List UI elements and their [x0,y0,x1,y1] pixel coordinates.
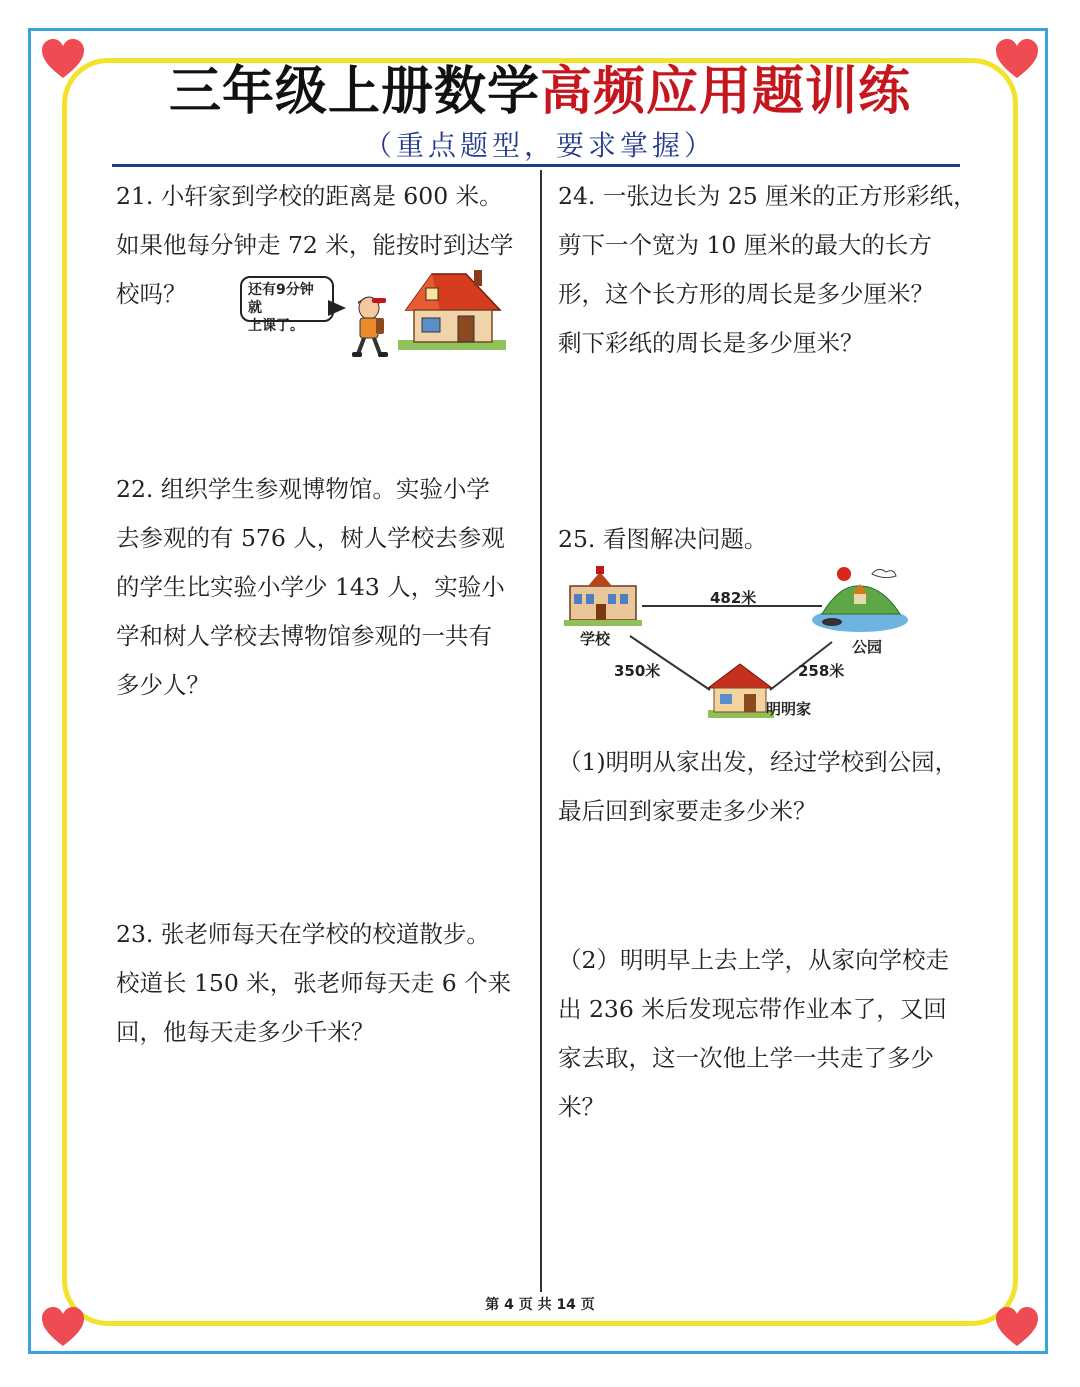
page-number: 第 4 页 共 14 页 [485,1297,595,1313]
title-black-part: 三年级上册数学 [168,62,540,122]
question-25-part-2 [558,936,998,1132]
question-line: 最后回到家要走多少米？ [558,797,817,825]
speech-bubble [240,276,334,334]
page-title [0,62,1080,122]
question-line: 的学生比实验小学少 143 人，实验小 [116,573,505,601]
home-cottage-icon [708,664,774,718]
question-25-intro [558,515,998,564]
question-line: （1)明明从家出发，经过学校到公园， [558,748,959,776]
question-line: 24. 一张边长为 25 厘米的正方形彩纸， [558,182,977,210]
question-line: 22. 组织学生参观博物馆。实验小学 [116,475,490,503]
title-underline [112,164,960,167]
distance-school-park: 482米 [710,589,757,607]
title-red-part: 高频应用题训练 [540,62,912,122]
question-line: 校道长 150 米，张老师每天走 6 个来 [116,969,512,997]
map-label-school: 学校 [580,630,611,648]
question-line: 形，这个长方形的周长是多少厘米？ [558,280,934,308]
bubble-line: 还有9分钟就 [248,282,314,316]
question-line: 25. 看图解决问题。 [558,525,768,553]
question-line: 家去取，这一次他上学一共走了多少 [558,1044,934,1072]
distance-home-park: 258米 [798,662,845,680]
question-line: 剩下彩纸的周长是多少厘米？ [558,329,864,357]
house-icon [396,268,508,352]
speech-bubble-tail [328,300,346,316]
question-22 [116,465,536,710]
column-divider [540,170,542,1292]
question-line: 多少人？ [116,671,210,699]
question-24 [558,172,998,368]
question-line: 剪下一个宽为 10 厘米的最大的长方 [558,231,932,259]
question-line: 回，他每天走多少千米？ [116,1018,375,1046]
question-line: 如果他每分钟走 72 米，能按时到达学 [116,231,514,259]
boy-icon [346,294,392,360]
question-line: 21. 小轩家到学校的距离是 600 米。 [116,182,503,210]
question-line: 学和树人学校去博物馆参观的一共有 [116,622,492,650]
question-line: 校吗？ [116,280,187,308]
question-line: 23. 张老师每天在学校的校道散步。 [116,920,490,948]
page-subtitle: （重点题型，要求掌握） [363,129,716,162]
question-line: 去参观的有 576 人，树人学校去参观 [116,524,505,552]
question-23 [116,910,536,1057]
school-building-icon [564,566,642,626]
distance-school-home: 350米 [614,662,661,680]
park-island-icon [812,567,908,632]
question-line: 米？ [558,1093,605,1121]
bubble-line: 上课了。 [248,318,304,334]
question-25-part-1 [558,738,998,836]
map-label-park: 公园 [852,638,883,656]
map-label-home: 明明家 [766,700,812,718]
question-line: （2）明明早上去上学，从家向学校走 [558,946,949,974]
question-line: 出 236 米后发现忘带作业本了，又回 [558,995,947,1023]
